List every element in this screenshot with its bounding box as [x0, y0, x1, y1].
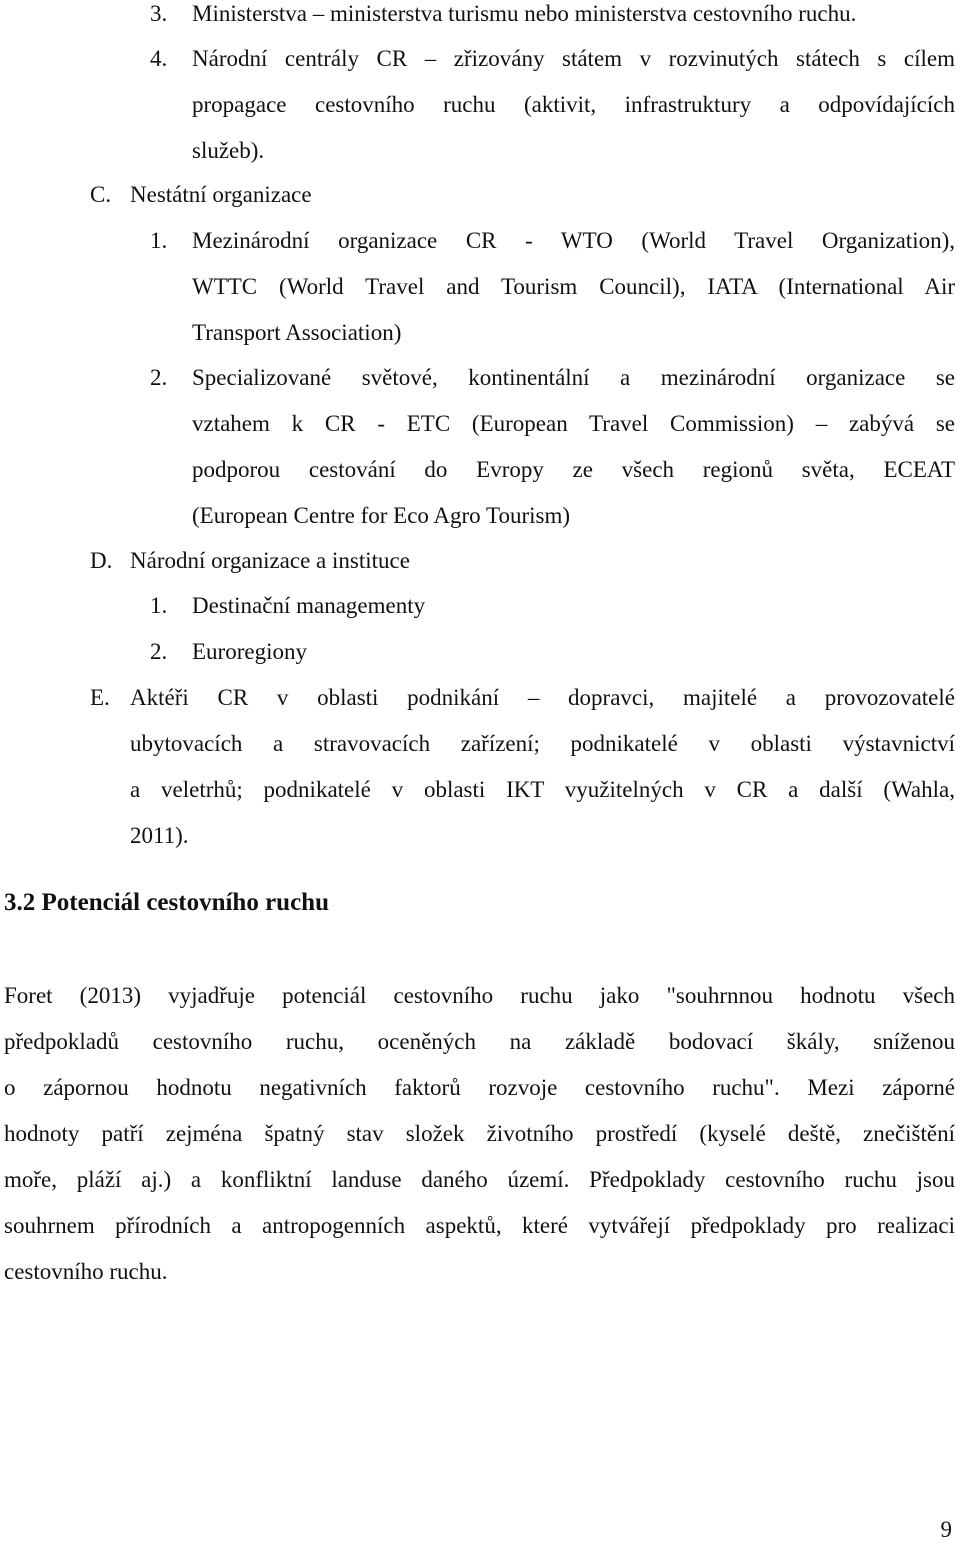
text-line: propagace cestovního ruchu (aktivit, infrastruktury a odpovídajících — [192, 92, 955, 117]
text-line: souhrnem přírodních a antropogenních aspektů, které vytvářejí předpoklady pro realizaci — [4, 1213, 955, 1238]
list-number: 3. — [150, 1, 168, 26]
text-line: o zápornou hodnotu negativních faktorů rozvoje cestovního ruchu". Mezi záporné — [4, 1075, 955, 1100]
text-line: Aktéři CR v oblasti podnikání – dopravci, majitelé a provozovatelé — [130, 685, 955, 710]
list-number: 1. — [150, 593, 168, 618]
text-line: Transport Association) — [192, 320, 402, 345]
text-line: a veletrhů; podnikatelé v oblasti IKT využitelných v CR a další (Wahla, — [130, 777, 955, 802]
text-line: Specializované světové, kontinentální a mezinárodní organizace se — [192, 365, 955, 390]
list-item-text — [130, 538, 955, 584]
list-number: 2. — [150, 639, 168, 664]
list-item-text — [130, 675, 955, 859]
text-line: moře, pláží aj.) a konfliktní landuse daného území. Předpoklady cestovního ruchu jsou — [4, 1167, 955, 1192]
list-number: 1. — [150, 228, 168, 253]
list-letter: E. — [90, 685, 110, 710]
section-heading: 3.2 Potenciál cestovního ruchu — [4, 889, 329, 916]
list-item-text — [192, 629, 955, 675]
text-line: cestovního ruchu. — [4, 1259, 168, 1284]
text-line: Ministerstva – ministerstva turismu nebo ministerstva cestovního ruchu. — [192, 1, 857, 26]
text-line: vztahem k CR - ETC (European Travel Commission) – zabývá se — [192, 411, 955, 436]
text-line: hodnoty patří zejména špatný stav složek životního prostředí (kyselé deště, znečištění — [4, 1121, 955, 1146]
text-line: 2011). — [130, 823, 189, 848]
text-line: služeb). — [192, 138, 265, 163]
list-item-text — [130, 172, 955, 218]
list-item-text — [192, 0, 955, 37]
text-line: (European Centre for Eco Agro Tourism) — [192, 503, 570, 528]
text-line: Mezinárodní organizace CR - WTO (World Travel Organization), — [192, 228, 955, 253]
text-line: Národní centrály CR – zřizovány státem v rozvinutých státech s cílem — [192, 46, 955, 71]
text-line: Foret (2013) vyjadřuje potenciál cestovního ruchu jako "souhrnnou hodnotu všech — [4, 983, 955, 1008]
list-item-text — [192, 36, 955, 174]
text-line: WTTC (World Travel and Tourism Council), IATA (International Air — [192, 274, 955, 299]
text-line: Euroregiony — [192, 639, 307, 664]
list-item-text — [192, 355, 955, 539]
page-number: 9 — [940, 1517, 952, 1542]
list-item-text — [192, 218, 955, 356]
list-number: 2. — [150, 365, 168, 390]
list-letter: C. — [90, 182, 112, 207]
text-line: Nestátní organizace — [130, 182, 312, 207]
list-item-text — [192, 583, 955, 629]
section-paragraph — [4, 973, 955, 1295]
text-line: Destinační managementy — [192, 593, 426, 618]
text-line: ubytovacích a stravovacích zařízení; podnikatelé v oblasti výstavnictví — [130, 731, 955, 756]
text-line: Národní organizace a instituce — [130, 548, 410, 573]
text-line: předpokladů cestovního ruchu, oceněných na základě bodovací škály, sníženou — [4, 1029, 955, 1054]
list-letter: D. — [90, 548, 113, 573]
list-number: 4. — [150, 46, 168, 71]
text-line: podporou cestování do Evropy ze všech regionů světa, ECEAT — [192, 457, 955, 482]
